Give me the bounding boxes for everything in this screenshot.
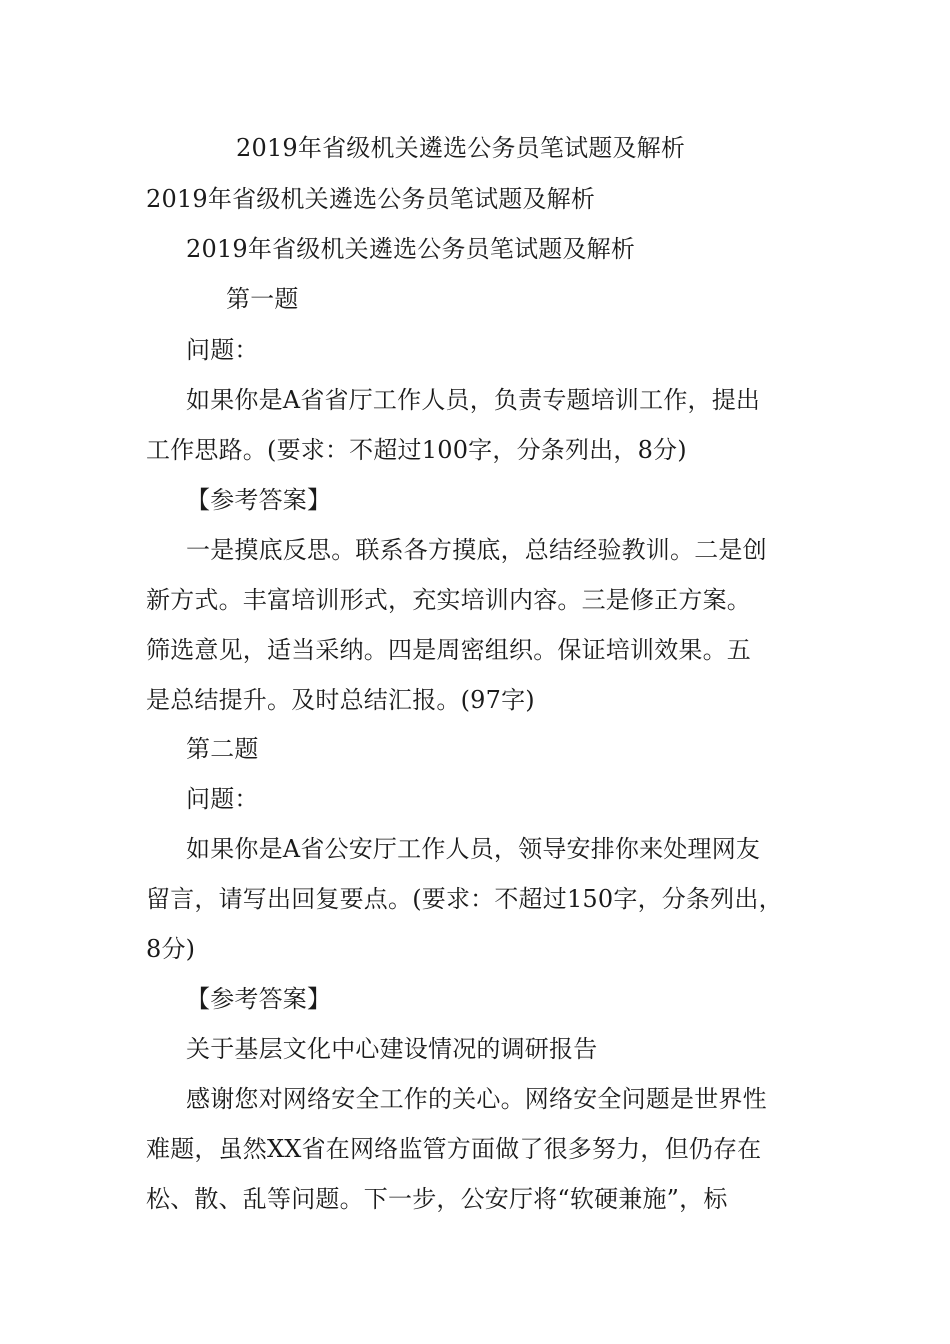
answer-text-line: 松、散、乱等问题。下一步，公安厅将“软硬兼施”，标	[146, 1185, 728, 1213]
answer-text-line: 感谢您对网络安全工作的关心。网络安全问题是世界性	[186, 1085, 767, 1113]
answer-text-line: 新方式。丰富培训形式，充实培训内容。三是修正方案。	[146, 586, 751, 614]
section-heading-q1: 第一题	[226, 285, 299, 313]
answer-label: 【参考答案】	[186, 985, 332, 1013]
section-heading-q2: 第二题	[186, 735, 259, 763]
question-text-line: 如果你是A省省厅工作人员，负责专题培训工作，提出	[186, 386, 761, 414]
question-text-line: 8分)	[146, 935, 196, 963]
document-title: 2019年省级机关遴选公务员笔试题及解析	[236, 134, 686, 162]
document-title-repeat: 2019年省级机关遴选公务员笔试题及解析	[146, 185, 596, 213]
answer-title: 关于基层文化中心建设情况的调研报告	[186, 1035, 598, 1063]
answer-text-line: 筛选意见，适当采纳。四是周密组织。保证培训效果。五	[146, 636, 751, 664]
question-text-line: 留言，请写出回复要点。(要求：不超过150字，分条列出，	[146, 885, 783, 913]
answer-text-line: 是总结提升。及时总结汇报。(97字)	[146, 686, 535, 714]
question-label: 问题：	[186, 336, 259, 364]
document-title-repeat: 2019年省级机关遴选公务员笔试题及解析	[186, 235, 636, 263]
question-text-line: 如果你是A省公安厅工作人员，领导安排你来处理网友	[186, 835, 761, 863]
question-text-line: 工作思路。(要求：不超过100字，分条列出，8分)	[146, 436, 687, 464]
answer-text-line: 一是摸底反思。联系各方摸底，总结经验教训。二是创	[186, 536, 767, 564]
answer-text-line: 难题，虽然XX省在网络监管方面做了很多努力，但仍存在	[146, 1135, 762, 1163]
question-label: 问题：	[186, 785, 259, 813]
answer-label: 【参考答案】	[186, 486, 332, 514]
